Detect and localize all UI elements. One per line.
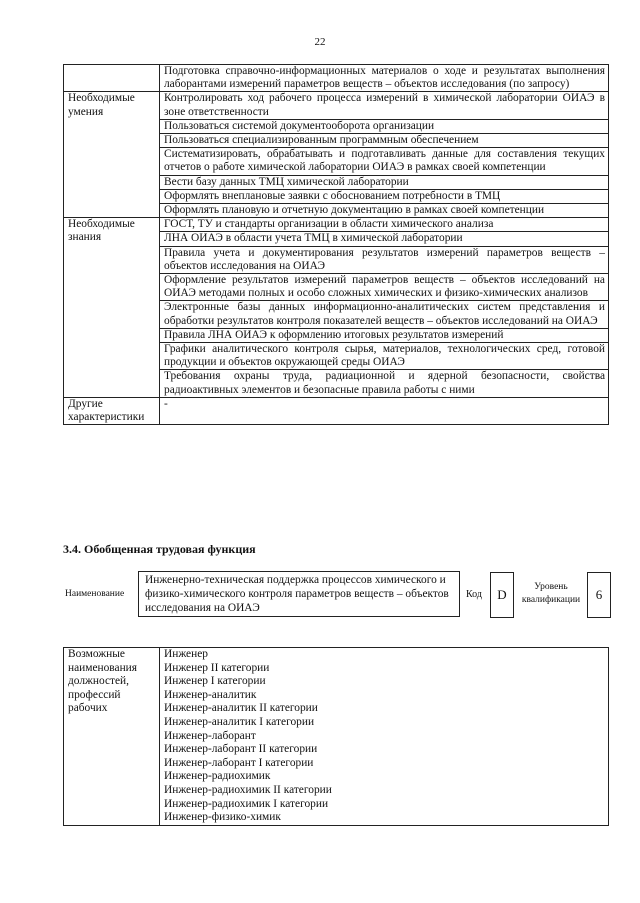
requirement-item: Электронные базы данных информационно-аналитических систем представления и обработки результатов контроля показателей веществ – объектов исследований на ОИАЭ	[160, 301, 609, 328]
section-title: 3.4. Обобщенная трудовая функция	[63, 542, 256, 556]
positions-row	[64, 648, 609, 826]
position-item: Инженер-радиохимик	[164, 770, 271, 783]
requirement-item: -	[160, 397, 609, 424]
position-item: Инженер-аналитик I категории	[164, 715, 315, 728]
requirement-group-label: Необходимые умения	[64, 92, 160, 218]
requirement-item: Графики аналитического контроля сырья, материалов, технологических сред, готовой продукции и объектов окружающей среды ОИАЭ	[160, 343, 609, 370]
positions-label: Возможные наименования должностей, профессий рабочих	[64, 648, 160, 826]
requirement-item: Оформлять внеплановые заявки с обоснованием потребности в ТМЦ	[160, 189, 609, 203]
function-name-box: Инженерно-техническая поддержка процессов химического и физико-химического контроля параметров веществ – объектов исследования на ОИАЭ	[138, 571, 460, 617]
requirement-item: Пользоваться системой документооборота организации	[160, 119, 609, 133]
requirement-item: Оформление результатов измерений параметров веществ – объектов исследований на ОИАЭ методами полных и особо сложных химических и физико-химических анализов	[160, 274, 609, 301]
requirement-item: ГОСТ, ТУ и стандарты организации в области химического анализа	[160, 218, 609, 232]
requirement-item: Подготовка справочно-информационных материалов о ходе и результатах выполнения лаборантами измерений параметров веществ – объектов исследования (по запросу)	[160, 65, 609, 92]
requirement-row	[64, 65, 609, 92]
requirement-item: Пользоваться специализированным программным обеспечением	[160, 134, 609, 148]
requirement-item: Вести базу данных ТМЦ химической лаборатории	[160, 175, 609, 189]
requirement-item: Контролировать ход рабочего процесса измерений в химической лаборатории ОИАЭ в зоне ответственности	[160, 92, 609, 119]
positions-list	[160, 648, 609, 826]
position-item: Инженер I категории	[164, 675, 266, 688]
position-item: Инженер-лаборант II категории	[164, 743, 318, 756]
position-item: Инженер II категории	[164, 661, 270, 674]
requirement-item: Правила учета и документирования результатов измерений параметров веществ – объектов исследования на ОИАЭ	[160, 246, 609, 273]
position-item: Инженер-физико-химик	[164, 811, 281, 824]
position-item: Инженер-радиохимик I категории	[164, 797, 329, 810]
requirements-table	[63, 64, 609, 425]
position-item: Инженер-лаборант I категории	[164, 756, 314, 769]
code-label: Код	[466, 589, 482, 600]
requirement-item: Требования охраны труда, радиационной и ядерной безопасности, свойства радиоактивных элементов и безопасные правила работы с ними	[160, 370, 609, 397]
positions-table	[63, 647, 609, 826]
position-item: Инженер-лаборант	[164, 729, 256, 742]
requirement-row	[64, 92, 609, 119]
position-item: Инженер	[164, 648, 208, 660]
position-item: Инженер-радиохимик II категории	[164, 783, 332, 796]
requirement-item: Правила ЛНА ОИАЭ к оформлению итоговых результатов измерений	[160, 328, 609, 342]
requirement-group-label: Другие характеристики	[64, 397, 160, 424]
qualification-level-label: Уровень квалификации	[521, 582, 581, 605]
position-item: Инженер-аналитик II категории	[164, 702, 318, 715]
requirement-item: ЛНА ОИАЭ в области учета ТМЦ в химической лаборатории	[160, 232, 609, 246]
requirement-group-label: Необходимые знания	[64, 218, 160, 398]
page-number: 22	[314, 36, 326, 48]
position-item: Инженер-аналитик	[164, 688, 257, 701]
requirement-item: Систематизировать, обрабатывать и подготавливать данные для составления текущих отчетов о работе химической лаборатории ОИАЭ в рамках своей компетенции	[160, 148, 609, 175]
name-label: Наименование	[65, 589, 125, 599]
requirement-row	[64, 397, 609, 424]
requirement-row	[64, 218, 609, 232]
qualification-level-box: 6	[587, 572, 611, 618]
requirement-item: Оформлять плановую и отчетную документацию в рамках своей компетенции	[160, 204, 609, 218]
requirement-group-label	[64, 65, 160, 92]
code-value-box: D	[490, 572, 514, 618]
